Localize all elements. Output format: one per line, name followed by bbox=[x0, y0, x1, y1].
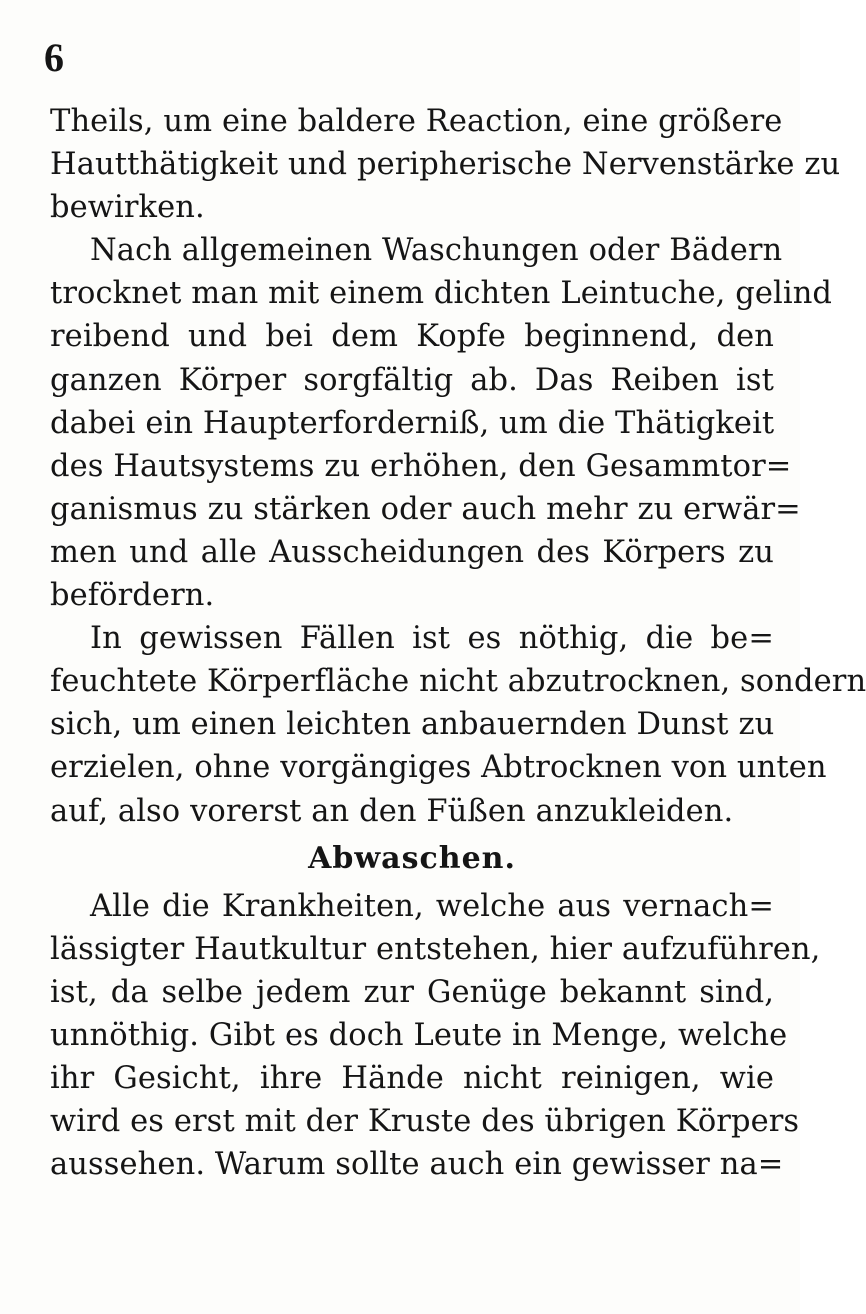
text-line: wird es erst mit der Kruste des übrigen Körpers bbox=[50, 1104, 800, 1140]
text-line: Theils, um eine baldere Reaction, eine größere bbox=[50, 104, 783, 139]
text-line: ganismus zu stärken oder auch mehr zu erwär= bbox=[50, 491, 801, 527]
text-line: Hautthätigkeit und peripherische Nervenstärke zu bbox=[50, 147, 841, 183]
text-line: Alle die Krankheiten, welche aus vernach= bbox=[90, 888, 774, 924]
text-line: reibend und bei dem Kopfe beginnend, den bbox=[50, 319, 774, 355]
page-number: 6 bbox=[44, 35, 64, 80]
text-line: erzielen, ohne vorgängiges Abtrocknen von unten bbox=[50, 750, 827, 786]
text-line: aussehen. Warum sollte auch ein gewisser na= bbox=[50, 1147, 784, 1183]
section-heading: Abwaschen. bbox=[308, 840, 516, 876]
text-line: ganzen Körper sorgfältig ab. Das Reiben ist bbox=[50, 362, 774, 398]
text-line: sich, um einen leichten anbauernden Dunst zu bbox=[50, 707, 775, 743]
text-line: trocknet man mit einem dichten Leintuche, gelind bbox=[50, 276, 833, 312]
text-line: ihr Gesicht, ihre Hände nicht reinigen, wie bbox=[50, 1060, 774, 1096]
paragraph-1 bbox=[50, 100, 841, 229]
text-line: auf, also vorerst an den Füßen anzukleiden. bbox=[50, 793, 734, 829]
text-line: lässigter Hautkultur entstehen, hier aufzuführen, bbox=[50, 931, 821, 967]
text-line: dabei ein Haupterforderniß, um die Thätigkeit bbox=[50, 405, 775, 441]
paragraph-3 bbox=[50, 617, 866, 832]
text-line: men und alle Ausscheidungen des Körpers zu bbox=[50, 534, 774, 570]
text-line: bewirken. bbox=[50, 190, 205, 226]
text-line: ist, da selbe jedem zur Genüge bekannt sind, bbox=[50, 974, 774, 1010]
text-line: Nach allgemeinen Waschungen oder Bädern bbox=[90, 233, 783, 269]
text-line: feuchtete Körperfläche nicht abzutrocknen, sondern bbox=[50, 664, 866, 700]
paragraph-4 bbox=[50, 885, 821, 1187]
paragraph-2 bbox=[50, 229, 833, 617]
text-line: In gewissen Fällen ist es nöthig, die be= bbox=[90, 621, 774, 657]
text-line: befördern. bbox=[50, 578, 215, 614]
text-line: des Hautsystems zu erhöhen, den Gesammtor= bbox=[50, 448, 792, 484]
text-line: unnöthig. Gibt es doch Leute in Menge, welche bbox=[50, 1017, 788, 1053]
body-text bbox=[50, 100, 866, 1186]
